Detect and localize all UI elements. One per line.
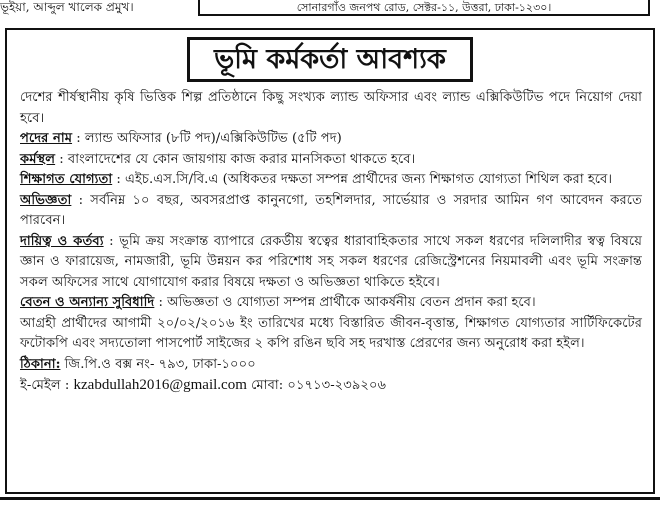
previous-ad-fragment: ভূইয়া, আব্দুল খালেক প্রমুখ। bbox=[0, 0, 134, 14]
adjacent-ad-box bbox=[198, 0, 650, 16]
address-text: জি.পি.ও বক্স নং- ৭৯৩, ঢাকা-১০০০ bbox=[60, 356, 256, 372]
section-salary bbox=[20, 293, 642, 314]
ad-body bbox=[20, 88, 642, 397]
section-position bbox=[20, 129, 642, 150]
email-label: ই-মেইল : bbox=[20, 378, 74, 393]
section-label: বেতন ও অন্যান্য সুবিধাদি bbox=[20, 295, 155, 310]
section-text: : অভিজ্ঞতা ও যোগ্যতা সম্পন্ন প্রার্থীকে আকর্ষনীয় বেতন প্রদান করা হবে। bbox=[154, 295, 536, 310]
section-label: পদের নাম bbox=[20, 131, 73, 146]
section-label: দায়িত্ব ও কর্তব্য bbox=[20, 233, 104, 249]
section-workplace bbox=[20, 150, 642, 171]
section-text: : এইচ.এস.সি/বি.এ (অধিকতর দক্ষতা সম্পন্ন প্রার্থীদের জন্য শিক্ষাগত যোগ্যতা শিথিল করা হবে। bbox=[112, 172, 613, 187]
bottom-divider bbox=[0, 497, 660, 500]
ad-title: ভূমি কর্মকর্তা আবশ্যক bbox=[187, 37, 473, 82]
top-strip bbox=[0, 0, 660, 20]
email-address: kzabdullah2016@gmail.com bbox=[73, 377, 247, 393]
section-text: : ভূমি ক্রয় সংক্রান্ত ব্যাপারে রেকর্ডীয় স্বত্বের ধারাবাহিকতার সাথে সকল ধরণের দলিলাদীর স্বত্ব বিষয়ে জ্ঞান ও ফারায়েজ, নামজারী, ভূমি উন্নয়ন কর পরিশোধ সহ সকল ধরণের রেজিস্ট্রেশনের নিয়মাবলী এবং ভূমি সংক্রান্ত সকল অফিসের সাথে যোগাযোগ করার বিষয়ে দক্ষতা ও অভিজ্ঞতা থাকিতে হইবে। bbox=[20, 233, 642, 290]
adjacent-ad-address: সোনারগাঁও জনপথ রোড, সেক্টর-১১, উত্তরা, ঢাকা-১২৩০। bbox=[296, 1, 552, 14]
mobile-label: মোবা: bbox=[246, 378, 288, 393]
section-duties bbox=[20, 232, 642, 294]
contact-line bbox=[20, 375, 642, 397]
address-label: ঠিকানা: bbox=[20, 356, 61, 372]
section-label: অভিজ্ঞতা bbox=[20, 192, 72, 208]
section-education bbox=[20, 170, 642, 191]
section-text: : সর্বনিম্ন ১০ বছর, অবসরপ্রাপ্ত কানুনগো, তহশিলদার, সার্ভেয়ার ও সরদার আমিন গণ আবেদন করতে পারবেন। bbox=[20, 192, 642, 228]
ad-intro: দেশের শীর্ষস্থানীয় কৃষি ভিত্তিক শিল্প প্রতিষ্ঠানে কিছু সংখ্যক ল্যান্ড অফিসার এবং ল্যান্ড এক্সিকিউটিভ পদে নিয়োগ দেয়া হবে। bbox=[20, 90, 642, 126]
section-text: : ল্যান্ড অফিসার (৮টি পদ)/এক্সিকিউটিভ (৫টি পদ) bbox=[72, 131, 342, 146]
section-experience bbox=[20, 191, 642, 232]
section-label: কর্মস্থল bbox=[20, 151, 56, 167]
section-text: : বাংলাদেশের যে কোন জায়গায় কাজ করার মানসিকতা থাকতে হবে। bbox=[55, 151, 416, 167]
mobile-number: ০১৭১৩-২৩৯২০৬ bbox=[287, 378, 387, 393]
section-label: শিক্ষাগত যোগ্যতা bbox=[20, 172, 113, 187]
ad-closing: আগ্রহী প্রার্থীদের আগামী ২০/০২/২০১৬ ইং তারিখের মধ্যে বিস্তারিত জীবন-বৃত্তান্ত, শিক্ষাগত যোগ্যতার সার্টিফিকেটের ফটোকপি এবং সদ্যতোলা পাসপোর্ট সাইজের ২ কপি রঙিন ছবি সহ দরখাস্ত প্রেরণের জন্য অনুরোধ করা হইল। bbox=[20, 315, 642, 351]
address-line bbox=[20, 355, 642, 376]
job-advertisement bbox=[5, 28, 655, 494]
